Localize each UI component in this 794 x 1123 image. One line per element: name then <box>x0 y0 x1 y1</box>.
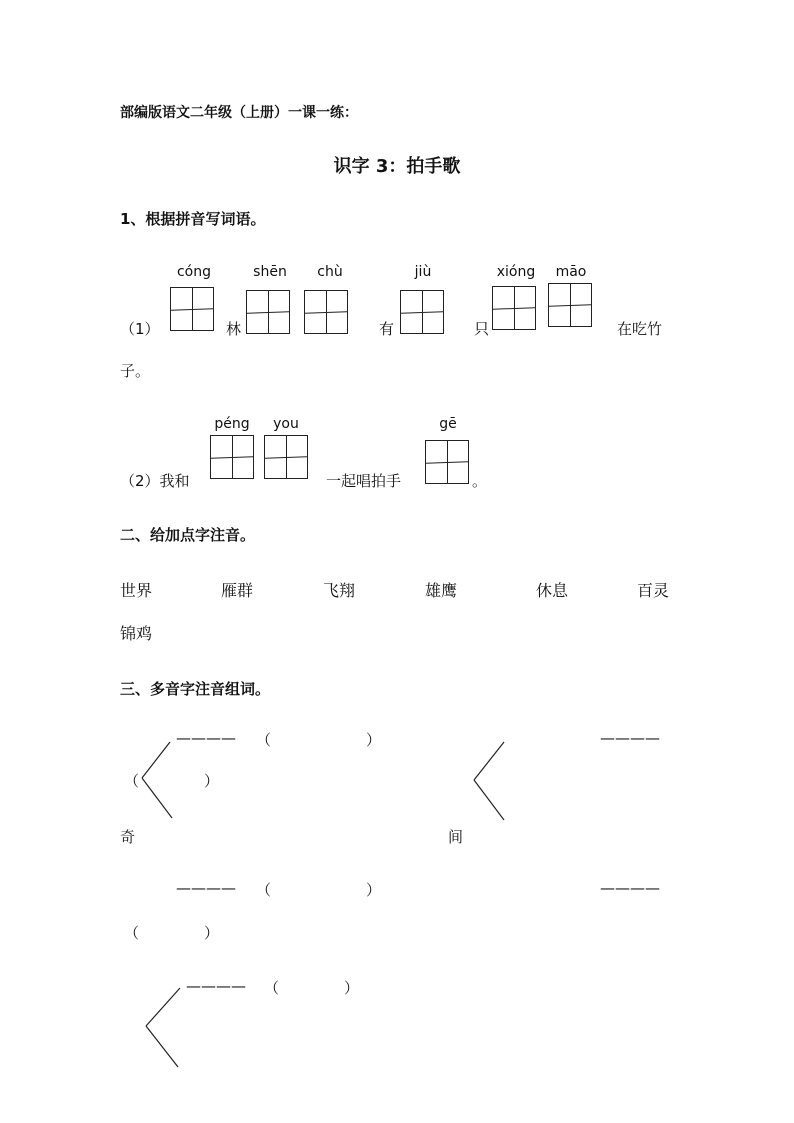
polyphone-char: 间 <box>448 828 464 846</box>
word-item: 世界 <box>120 581 153 600</box>
close-paren: ） <box>366 731 382 749</box>
close-paren: ） <box>204 924 220 942</box>
close-paren: ） <box>344 979 360 997</box>
open-paren: （ <box>256 731 272 749</box>
answer-dash: ———— <box>600 729 660 747</box>
inline-text: 林 <box>226 320 242 338</box>
item-1-prefix: （1） <box>120 320 160 338</box>
inline-text: 。 <box>472 472 488 490</box>
inline-text: 只 <box>474 320 490 338</box>
word-item: 休息 <box>536 581 569 600</box>
word-item: 雁群 <box>221 581 254 600</box>
pinyin-label: péng <box>214 416 250 432</box>
item-2-prefix: （2）我和 <box>120 472 190 490</box>
pinyin-label: māo <box>555 264 587 280</box>
answer-dash: ———— <box>600 879 660 897</box>
inline-text: 子。 <box>120 362 151 380</box>
answer-dash: ———— <box>186 977 246 995</box>
answer-dash: ———— <box>176 729 236 747</box>
section-2-heading: 二、给加点字注音。 <box>120 526 256 544</box>
inline-text: 有 <box>379 320 395 338</box>
open-paren: （ <box>264 979 280 997</box>
pinyin-label: cóng <box>176 264 212 280</box>
pinyin-label: jiù <box>414 264 432 280</box>
word-item: 雄鹰 <box>425 581 458 600</box>
open-paren: （ <box>256 881 272 899</box>
open-paren: （ <box>124 772 140 790</box>
lesson-title: 识字 3：拍手歌 <box>333 156 461 177</box>
pinyin-label: you <box>273 416 299 432</box>
pinyin-label: gē <box>439 416 457 432</box>
pinyin-label: xióng <box>496 264 536 280</box>
word-item: 百灵 <box>637 581 670 600</box>
close-paren: ） <box>204 772 220 790</box>
close-paren: ） <box>366 881 382 899</box>
pinyin-label: chù <box>317 264 343 280</box>
answer-dash: ———— <box>176 879 236 897</box>
word-item: 锦鸡 <box>120 624 153 643</box>
polyphone-char: 奇 <box>120 828 136 846</box>
section-1-heading: 1、根据拼音写词语。 <box>120 210 266 228</box>
open-paren: （ <box>124 924 140 942</box>
inline-text: 在吃竹 <box>617 320 663 338</box>
pinyin-label: shēn <box>253 264 287 280</box>
worksheet-header: 部编版语文二年级（上册）一课一练： <box>120 105 358 121</box>
section-3-heading: 三、多音字注音组词。 <box>120 680 271 698</box>
inline-text: 一起唱拍手 <box>326 472 402 490</box>
word-item: 飞翔 <box>323 581 356 600</box>
